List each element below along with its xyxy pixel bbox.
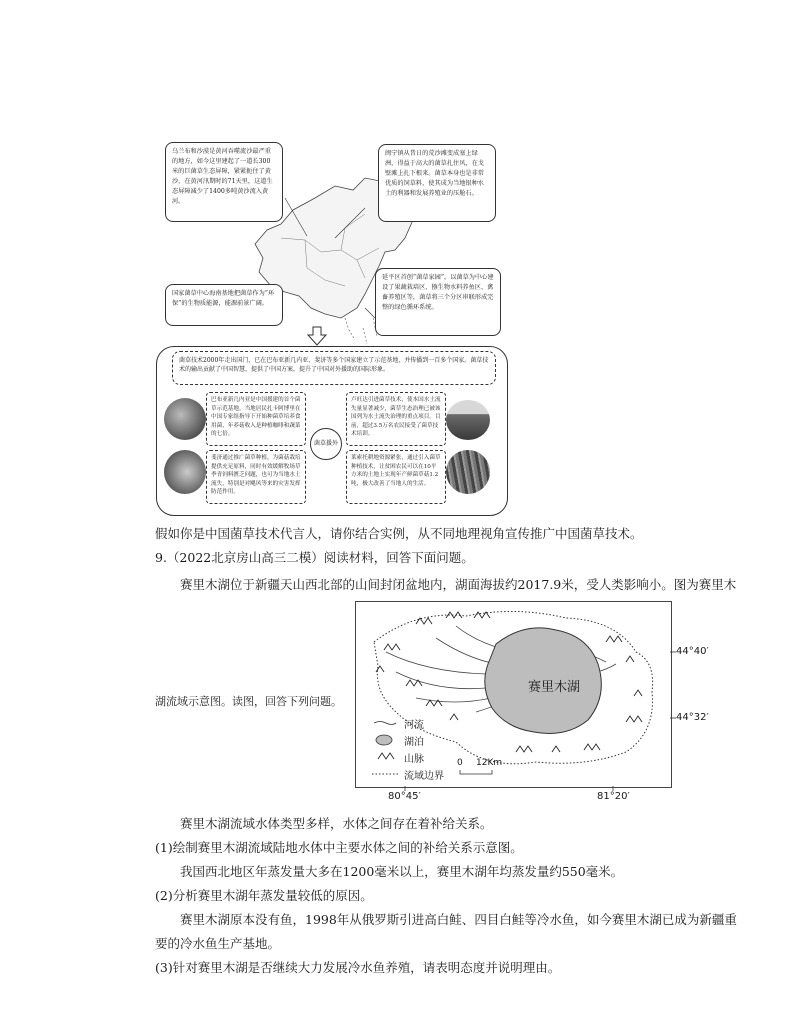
lake-label: 赛里木湖 [528,680,581,695]
lat-label-top: 44°40′ [676,646,709,657]
lon-label-right: 81°20′ [597,791,630,802]
scale-value: 12Km [476,758,503,768]
q9-sub3: (3)针对赛里木湖是否继续大力发展冷水鱼养殖，请表明态度并说明理由。 [155,960,561,975]
q9-para2: 赛里木湖流域水体类型多样，水体之间存在着补给关系。 [180,816,493,831]
legend-mountain: 山脉 [404,754,424,765]
question-intro: 假如你是中国菌草技术代言人，请你结合实例，从不同地理视角宣传推广中国菌草技术。 [155,526,643,541]
q9-para3: 我国西北地区年蒸发量大多在1200毫米以上，赛里木湖年均蒸发量约550毫米。 [180,864,624,879]
card-rwanda: 卢旺达引进菌草技术，使本国水土流失量显著减少，菌草生态治理已被该国列为水土流失治理的重点项目。目前，超过3.5万名农民接受了菌草技术培训。 [346,392,446,446]
legend-lake: 湖泊 [404,737,424,748]
card-lesotho: 莱索托耕地资源紧张，通过引入菌草种植技术，让贫困农民可以在10平方米的土地上实现年产鲜菌草菇1.2吨，极大改善了当地人的生活。 [346,450,446,504]
center-badge: 菌草援外 [310,428,342,460]
callout-ulan-buh: 乌兰布和沙漠是黄河吞噬流沙最严重的地方，如今这里建起了一道长300米的巨菌草生态屏障，紧紧扼住了黄沙，在黄河汛期时的71天里，这道生态屏障减少了1400多吨黄沙流入黄河。 [165,142,283,222]
q9-sub1: (1)绘制赛里木湖流域陆地水体中主要水体之间的补给关系示意图。 [155,840,523,855]
lat-label-bottom: 44°32′ [676,712,709,723]
legend-basin-boundary: 流域边界 [404,771,444,782]
card-papua-new-guinea: 巴布亚新几内亚是中国援建的首个菌草示范基地。当地居民扎卡阿博里在中国专家组指导下开始种菌草培养食用菌，年养菇收入是种植咖啡和蔬菜的七倍。 [206,392,306,446]
q9-para1-line2: 湖流域示意图。读图，回答下列问题。 [155,695,342,708]
q9-para1-line1: 赛里木湖位于新疆天山西北部的山间封闭盆地内，湖面海拔约2017.9米，受人类影响小。图为赛里木 [180,577,737,592]
callout-hainan: 国家菌草中心海南基地把菌草作为“环保”的生物质能源，能源前景广阔。 [165,284,283,326]
scale-zero: 0 [457,758,463,768]
q9-para4-line2: 要的冷水鱼生产基地。 [155,936,281,951]
lon-label-left: 80°45′ [388,791,421,802]
card-fiji: 斐济通过推广菌草种植，为菌菇栽培提供充足原料，同时有效缓解牧场草季青饲料匮乏问题，也可为当地水土流失，特别是对飓风等来的灾害发挥防范作用。 [206,450,306,504]
q9-para4-line1: 赛里木湖原本没有鱼，1998年从俄罗斯引进高白鲑、四目白鲑等冷水鱼，如今赛里木湖已成为新疆重 [180,912,737,927]
panel-intro: 菌草技术2000年走出国门，已在巴布亚新几内亚、斐济等多个国家建立了示范基地，并传播到一百多个国家。菌草技术的输出贡献了中国智慧，提供了中国方案，提升了中国对外援助的国际形象。 [172,351,496,385]
callout-yanping: 延平区首创“菌草家园”。以菌草为中心建设了果蔬栽培区、猕生物水料养鱼区、禽畜养殖区等，菌草将三个分区串联形成完整的绿色循环系统。 [375,268,501,336]
q9-sub2: (2)分析赛里木湖年蒸发量较低的原因。 [155,888,373,903]
q9-header: 9.（2022北京房山高三二模）阅读材料，回答下面问题。 [155,550,474,565]
legend-river: 河流 [404,720,424,731]
callout-minning: 闽宁镇从昔日的荒沙滩变成塞上绿洲，得益于高大的菌草扎住风，在戈壁滩上扎下根来。菌草本身也是非常优质的饲草料，使其成为当地银种水土的利器和发展养殖业的压舱石。 [378,144,496,222]
